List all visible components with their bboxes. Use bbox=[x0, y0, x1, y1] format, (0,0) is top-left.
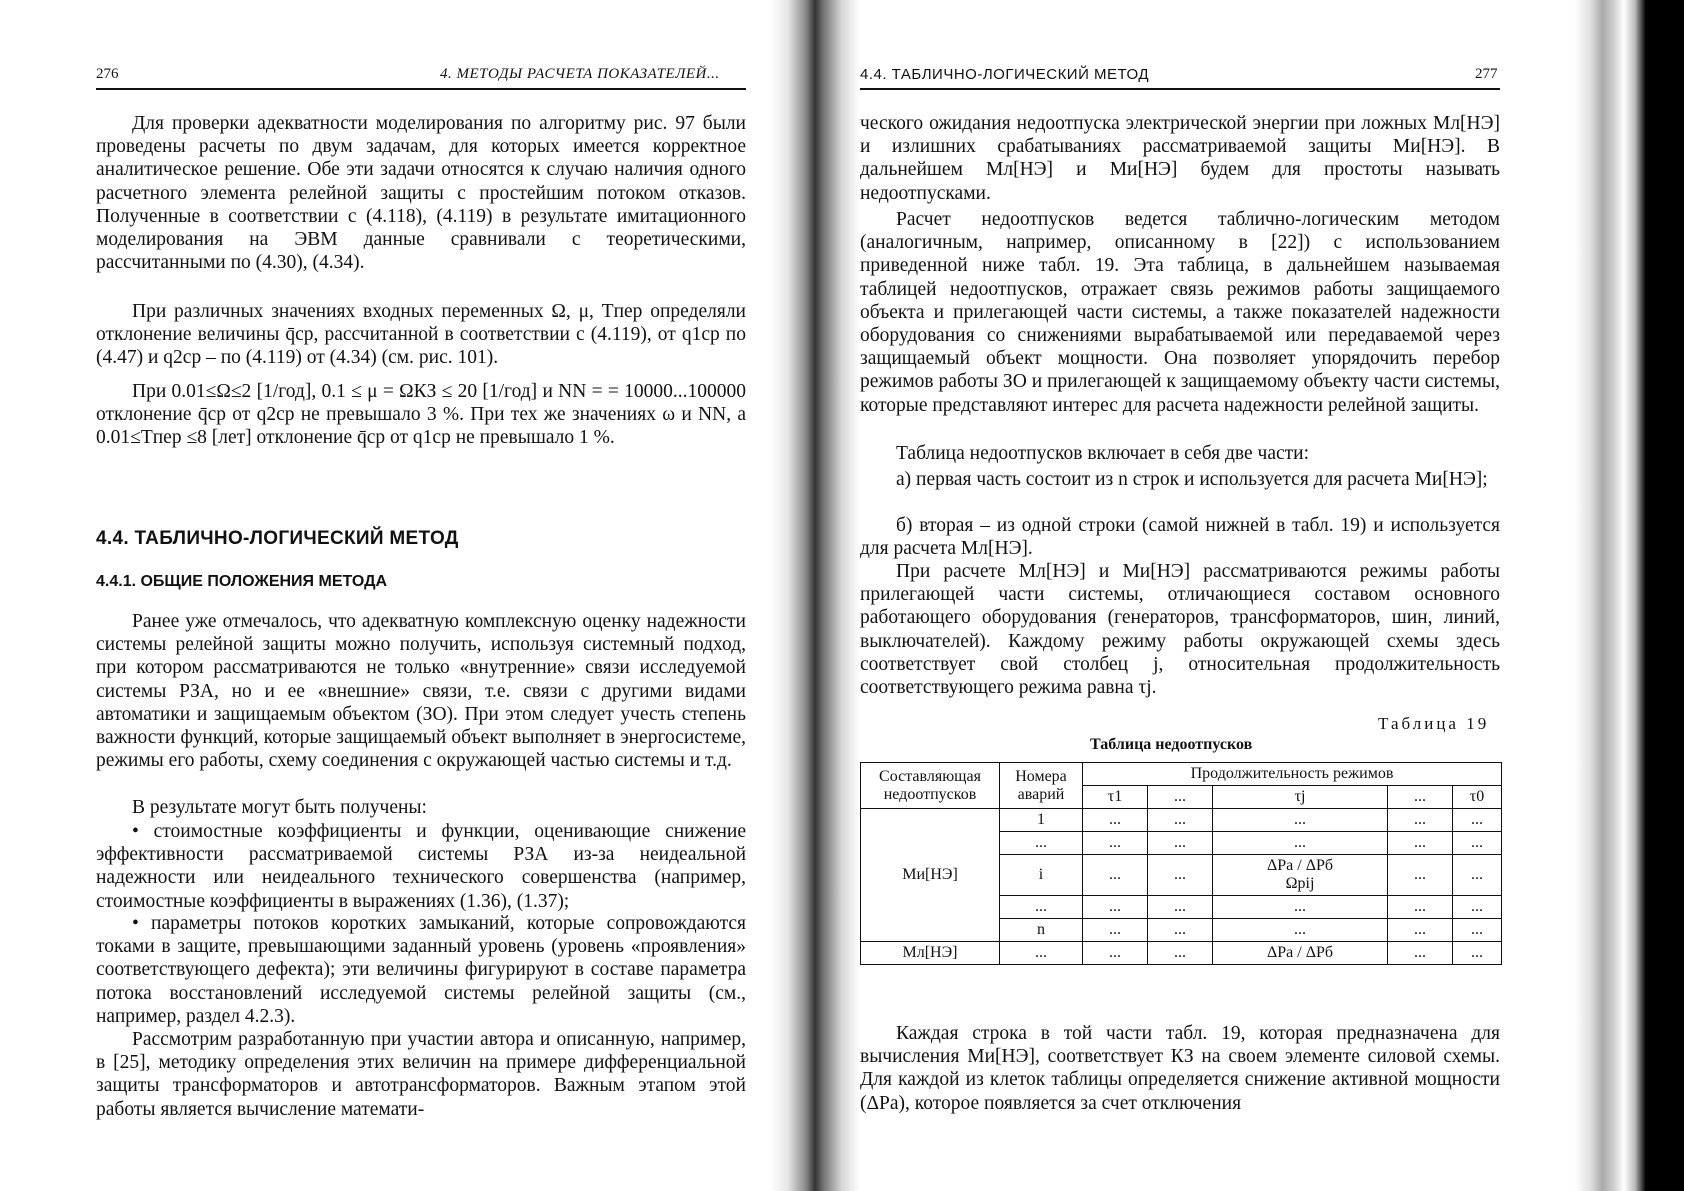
table-cell: ... bbox=[1213, 832, 1388, 855]
table-cell: ... bbox=[1213, 809, 1388, 832]
table-header-row bbox=[861, 763, 1502, 786]
paragraph: Рассмотрим разработанную при участии автора и описанную, например, в [25], методику определения этих величин на примере дифференциальной защиты трансформаторов и автотрансформаторов. Важным этапом этой работы является вычисление математи- bbox=[96, 1029, 746, 1120]
table-cell: ΔPа / ΔPб bbox=[1213, 942, 1388, 965]
page-number: 276 bbox=[96, 66, 119, 82]
section-heading: 4.4. ТАБЛИЧНО-ЛОГИЧЕСКИЙ МЕТОД bbox=[96, 528, 459, 549]
paragraph: Каждая строка в той части табл. 19, которая предназначена для вычисления Mи[НЭ], соответствует КЗ на своем элементе силовой схемы. Для каждой из клеток таблицы определяется снижение активной мощности (ΔPа), которое появляется за счет отключения bbox=[860, 1023, 1500, 1114]
list-item: а) первая часть состоит из n строк и используется для расчета Mи[НЭ]; bbox=[896, 469, 1488, 490]
table-cell: ... bbox=[1000, 942, 1083, 965]
paragraph: Таблица недоотпусков включает в себя две части: bbox=[896, 443, 1310, 464]
list-item: • параметры потоков коротких замыканий, которые сопровождаются токами в защите, превышающими заданный уровень (уровень «проявления» соответствующего дефекта); эти величины фигурируют в составе параметра потока восстановлений исследуемой системы релейной защиты (см., например, раздел 4.2.3). bbox=[96, 913, 746, 1027]
paragraph: При расчете Mл[НЭ] и Mи[НЭ] рассматриваются режимы работы прилегающей части системы, отличающиеся составом основного работающего оборудования (генераторов, трансформаторов, шин, линий, выключателей). Каждому режиму работы окружающей схемы здесь соответствует свой столбец j, относительная продолжительность соответствующего режима равна τj. bbox=[860, 561, 1500, 699]
table-cell: ... bbox=[1148, 855, 1213, 896]
table-header-cell: ... bbox=[1388, 786, 1453, 809]
table-cell: ... bbox=[1388, 919, 1453, 942]
table-cell: ... bbox=[1388, 832, 1453, 855]
header-rule bbox=[860, 88, 1500, 90]
subsection-heading: 4.4.1. ОБЩИЕ ПОЛОЖЕНИЯ МЕТОДА bbox=[96, 573, 388, 590]
table-cell: ... bbox=[1148, 809, 1213, 832]
table-cell: ... bbox=[1083, 809, 1148, 832]
table-label: Таблица 19 bbox=[1378, 714, 1490, 733]
table-header-cell: Номера аварий bbox=[1000, 763, 1083, 809]
paragraph: При 0.01≤Ω≤2 [1/год], 0.1 ≤ μ = ΩКЗ ≤ 20 [1/год] и NN = = 10000...100000 отклонение q̄ср от q2ср не превышало 3 %. При тех же значениях ω и NN, а 0.01≤Tпер ≤8 [лет] отклонение q̄ср от q1ср не превышало 1 %. bbox=[96, 381, 746, 449]
table-header-cell: Составляющая недоотпусков bbox=[861, 763, 1000, 809]
table-cell: ... bbox=[1148, 832, 1213, 855]
table-cell: ... bbox=[1148, 896, 1213, 919]
paragraph: Для проверки адекватности моделирования по алгоритму рис. 97 были проведены расчеты по двум задачам, для которых имеется корректное аналитическое решение. Обе эти задачи относятся к случаю наличия одного расчетного элемента релейной защиты с простейшим потоком отказов. Полученные в соответствии с (4.118), (4.119) в результате имитационного моделирования на ЭВМ данные сравнивали с теоретическими, рассчитанными по (4.30), (4.34). bbox=[96, 113, 746, 274]
paragraph: При различных значениях входных переменных Ω, μ, Tпер определяли отклонение величины q̄ср, рассчитанной в соответствии с (4.119), от q1ср по (4.47) и q2ср – по (4.119) от (4.34) (см. рис. 101). bbox=[96, 301, 746, 369]
table-cell: ... bbox=[1453, 919, 1502, 942]
table-cell: ... bbox=[1083, 832, 1148, 855]
undersupply-table bbox=[860, 762, 1502, 965]
table-cell: ... bbox=[1000, 832, 1083, 855]
table-cell: ... bbox=[1453, 896, 1502, 919]
table-cell bbox=[1213, 855, 1388, 896]
table-cell: ... bbox=[1083, 855, 1148, 896]
paragraph: Ранее уже отмечалось, что адекватную комплексную оценку надежности системы релейной защиты можно получить, используя системный подход, при котором рассматриваются не только «внутренние» связи исследуемой системы РЗА, но и ее «внешние» связи, т.е. связи с другими видами автоматики и защищаемым объектом (ЗО). При этом следует учесть степень важности функций, которые защищаемый объект выполняет в энергосистеме, режимы его работы, схему соединения с окружающей частью системы и т.д. bbox=[96, 611, 746, 772]
table-cell: Mл[НЭ] bbox=[861, 942, 1000, 965]
table-cell: ... bbox=[1213, 896, 1388, 919]
running-title: 4.4. ТАБЛИЧНО-ЛОГИЧЕСКИЙ МЕТОД bbox=[860, 66, 1150, 83]
table-cell: ... bbox=[1453, 832, 1502, 855]
table-header-cell: τj bbox=[1213, 786, 1388, 809]
table-title: Таблица недоотпусков bbox=[1090, 736, 1253, 753]
paragraph: В результате могут быть получены: bbox=[132, 797, 427, 818]
running-title: 4. МЕТОДЫ РАСЧЕТА ПОКАЗАТЕЛЕЙ... bbox=[440, 66, 720, 82]
table-cell: i bbox=[1000, 855, 1083, 896]
list-item: • стоимостные коэффициенты и функции, оценивающие снижение эффективности рассматриваемой системы РЗА из-за неидеальной надежности или неидеального технического совершенства (например, стоимостные коэффициенты в выражениях (1.36), (1.37); bbox=[96, 821, 746, 912]
paragraph: ческого ожидания недоотпуска электрической энергии при ложных Mл[НЭ] и излишних срабатываниях рассматриваемой защиты Mи[НЭ]. В дальнейшем Mл[НЭ] и Mи[НЭ] будем для простоты называть недоотпусками. bbox=[860, 113, 1500, 204]
omega-value: Ωpij bbox=[1285, 875, 1315, 892]
right-page bbox=[780, 0, 1684, 1191]
table-cell: ... bbox=[1453, 855, 1502, 896]
table-cell: ... bbox=[1388, 809, 1453, 832]
table-cell: ... bbox=[1388, 942, 1453, 965]
table-cell: Mи[НЭ] bbox=[861, 809, 1000, 942]
table-cell: ... bbox=[1453, 809, 1502, 832]
table-cell: ... bbox=[1148, 919, 1213, 942]
table-cell: ... bbox=[1000, 896, 1083, 919]
table-row bbox=[861, 809, 1502, 832]
page-number: 277 bbox=[1475, 66, 1498, 82]
table-header-cell: Продолжительность режимов bbox=[1083, 763, 1502, 786]
table-cell: ... bbox=[1083, 942, 1148, 965]
ratio-value: ΔPа / ΔPб bbox=[1266, 857, 1334, 874]
table-cell: ... bbox=[1083, 896, 1148, 919]
table-cell: ... bbox=[1388, 896, 1453, 919]
table-header-cell: τ1 bbox=[1083, 786, 1148, 809]
paragraph: Расчет недоотпусков ведется таблично-логическим методом (аналогичным, например, описанному в [22]) с использованием приведенной ниже табл. 19. Эта таблица, в дальнейшем называемая таблицей недоотпусков, отражает связь режимов работы защищаемого объекта и прилегающей части системы, а также показателей надежности оборудования со снижениями вырабатываемой или передаваемой через защищаемый объект мощности. Она позволяет упорядочить перебор режимов работы ЗО и прилегающей к защищаемому объекту части системы, которые представляют интерес для расчета надежности релейной защиты. bbox=[860, 209, 1500, 416]
table-header-cell: ... bbox=[1148, 786, 1213, 809]
table-cell: ... bbox=[1083, 919, 1148, 942]
table-cell: n bbox=[1000, 919, 1083, 942]
table-cell: 1 bbox=[1000, 809, 1083, 832]
table-cell: ... bbox=[1388, 855, 1453, 896]
list-item: б) вторая – из одной строки (самой нижней в табл. 19) и используется для расчета Mл[НЭ]. bbox=[860, 515, 1500, 560]
table-cell: ... bbox=[1213, 919, 1388, 942]
table-cell: ... bbox=[1148, 942, 1213, 965]
table-row bbox=[861, 942, 1502, 965]
table-header-cell: τ0 bbox=[1453, 786, 1502, 809]
left-page bbox=[0, 0, 780, 1191]
header-rule bbox=[96, 88, 746, 90]
table-cell: ... bbox=[1453, 942, 1502, 965]
